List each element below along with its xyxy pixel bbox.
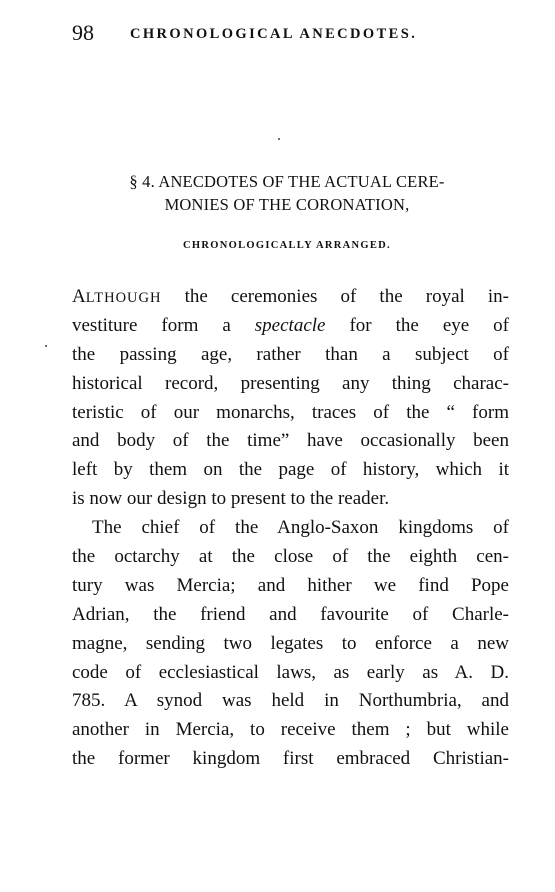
text-line: Adrian, the friend and favourite of Charle- <box>72 603 509 625</box>
text-line: the passing age, rather than a subject of <box>72 343 509 365</box>
section-subheading: CHRONOLOGICALLY ARRANGED. <box>183 240 391 251</box>
text-line: the former kingdom first embraced Christian- <box>72 748 509 770</box>
text-line: is now our design to present to the reader. <box>72 488 390 510</box>
text-line: historical record, presenting any thing charac- <box>72 372 509 394</box>
text-line: and body of the time” have occasionally been <box>72 430 509 452</box>
text-line <box>72 283 509 312</box>
text-line: 785. A synod was held in Northumbria, and <box>72 690 509 712</box>
paragraph <box>72 514 509 774</box>
section-heading-line: § 4. ANECDOTES OF THE ACTUAL CERE- <box>129 172 445 191</box>
drop-letter: A <box>72 286 86 307</box>
text-line: The chief of the Anglo-Saxon kingdoms of <box>92 517 509 539</box>
text-line: teristic of our monarchs, traces of the “ form <box>72 401 509 423</box>
text-line: tury was Mercia; and hither we find Pope <box>72 574 509 596</box>
text-line: code of ecclesiastical laws, as early as A. D. <box>72 661 509 683</box>
text-line: left by them on the page of history, which it <box>72 459 509 481</box>
small-caps-word: LTHOUGH <box>85 290 162 306</box>
text-line: magne, sending two legates to enforce a new <box>72 632 509 654</box>
text-line: another in Mercia, to receive them ; but while <box>72 719 509 741</box>
text-span: for the eye of <box>325 314 510 336</box>
section-heading-line: MONIES OF THE CORONATION, <box>164 195 410 214</box>
section-heading <box>60 170 514 216</box>
body-text <box>72 283 509 774</box>
paragraph <box>72 283 509 514</box>
running-head <box>72 18 515 48</box>
running-title: CHRONOLOGICAL ANECDOTES. <box>130 26 418 42</box>
text-line <box>72 312 509 341</box>
paper-speck <box>45 345 47 347</box>
page-number: 98 <box>72 20 94 45</box>
text-line: the octarchy at the close of the eighth cen- <box>72 546 509 568</box>
paper-speck <box>278 138 280 140</box>
text-span: the ceremonies of the royal in- <box>161 286 509 307</box>
italic-word: spectacle <box>254 314 326 336</box>
text-span: vestiture form a <box>72 314 255 336</box>
